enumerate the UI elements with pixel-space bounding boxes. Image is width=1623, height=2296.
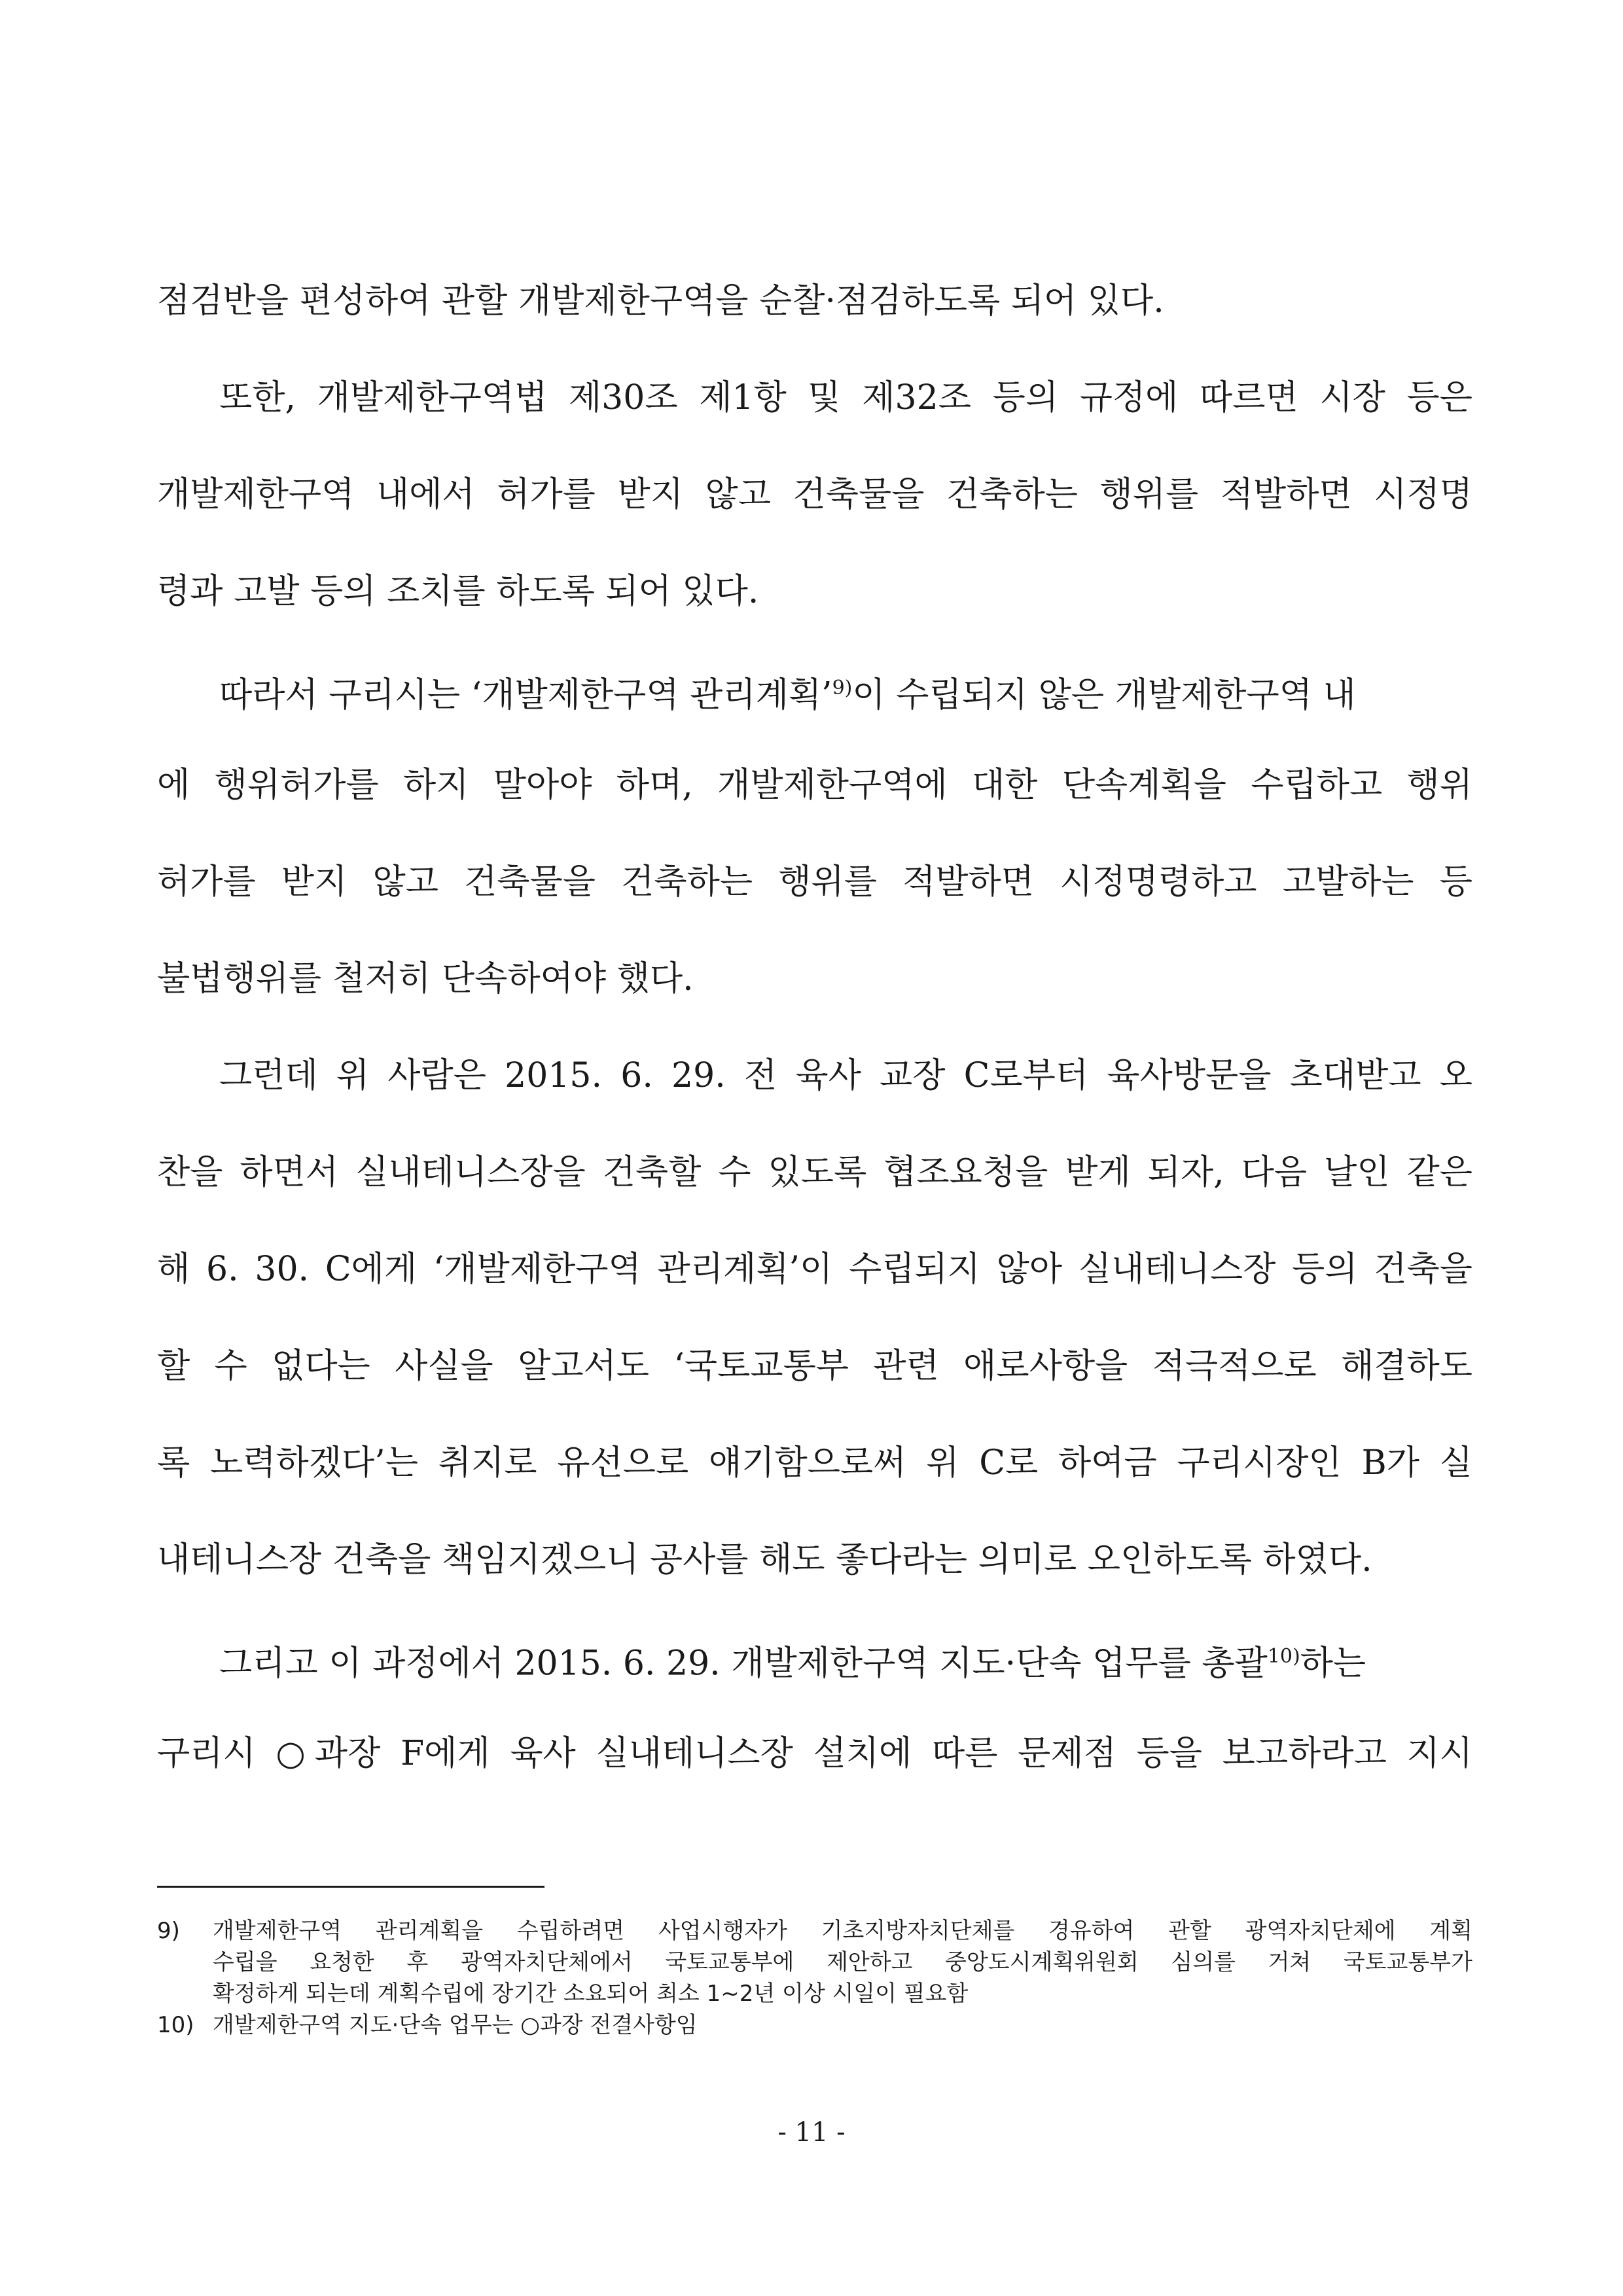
- body-line-4: 령과 고발 등의 조치를 하도록 되어 있다.: [157, 572, 759, 611]
- body-line-16: 구리시 ○과장 F에게 육사 실내테니스장 설치에 따른 문제점 등을 보고하라고 지시: [157, 1734, 1472, 1773]
- body-line-14: 내테니스장 건축을 책임지겠으니 공사를 해도 좋다라는 의미로 오인하도록 하였다.: [157, 1540, 1372, 1580]
- footnote-10-number: 10): [157, 2012, 194, 2038]
- body-line-13: 록 노력하겠다’는 취지로 유선으로 얘기함으로써 위 C로 하여금 구리시장인 B가 실: [157, 1443, 1472, 1483]
- body-line-9: 그런데 위 사람은 2015. 6. 29. 전 육사 교장 C로부터 육사방문을 초대받고 오: [219, 1056, 1472, 1095]
- body-line-15: [219, 1637, 1472, 1683]
- footnote-ref-9: 9): [832, 677, 853, 699]
- body-line-5-part-1: 따라서 구리시는 ‘개발제한구역 관리계획’: [219, 675, 832, 715]
- body-line-15-part-1: 그리고 이 과정에서 2015. 6. 29. 개발제한구역 지도·단속 업무를 총괄: [219, 1644, 1268, 1684]
- footnote-ref-10: 10): [1267, 1645, 1300, 1668]
- footnote-10-line-1: 개발제한구역 지도·단속 업무는 ○과장 전결사항임: [213, 2012, 698, 2038]
- footnote-9-line-2: 수립을 요청한 후 광역자치단체에서 국토교통부에 제안하고 중앙도시계획위원회 심의를 거쳐 국토교통부가: [213, 1949, 1472, 1975]
- body-line-1: 점검반을 편성하여 관할 개발제한구역을 순찰·점검하도록 되어 있다.: [157, 281, 1164, 321]
- body-line-15-part-2: 하는: [1300, 1644, 1366, 1684]
- footnote-9-line-1: 개발제한구역 관리계획을 수립하려면 사업시행자가 기초지방자치단체를 경유하여 관할 광역자치단체에 계획: [213, 1918, 1472, 1944]
- footnote-9-number: 9): [157, 1918, 180, 1944]
- page-number: - 11 -: [777, 2117, 846, 2147]
- body-line-11: 해 6. 30. C에게 ‘개발제한구역 관리계획’이 수립되지 않아 실내테니스장 등의 건축을: [157, 1250, 1472, 1289]
- body-line-6: 에 행위허가를 하지 말아야 하며, 개발제한구역에 대한 단속계획을 수립하고 행위: [157, 766, 1472, 805]
- body-line-2: 또한, 개발제한구역법 제30조 제1항 및 제32조 등의 규정에 따르면 시장 등은: [219, 378, 1472, 417]
- body-line-12: 할 수 없다는 사실을 알고서도 ‘국토교통부 관련 애로사항을 적극적으로 해결하도: [157, 1347, 1472, 1386]
- body-line-7: 허가를 받지 않고 건축물을 건축하는 행위를 적발하면 시정명령하고 고발하는 등: [157, 862, 1472, 902]
- body-line-5: [219, 669, 1472, 715]
- body-line-5-part-2: 이 수립되지 않은 개발제한구역 내: [852, 675, 1356, 715]
- body-line-8: 불법행위를 철저히 단속하여야 했다.: [157, 959, 694, 998]
- body-line-3: 개발제한구역 내에서 허가를 받지 않고 건축물을 건축하는 행위를 적발하면 시정명: [157, 475, 1472, 514]
- footnote-9-line-3: 확정하게 되는데 계획수립에 장기간 소요되어 최소 1~2년 이상 시일이 필요함: [213, 1981, 969, 2007]
- body-line-10: 찬을 하면서 실내테니스장을 건축할 수 있도록 협조요청을 받게 되자, 다음 날인 같은: [157, 1153, 1472, 1192]
- footnote-separator: [157, 1886, 544, 1888]
